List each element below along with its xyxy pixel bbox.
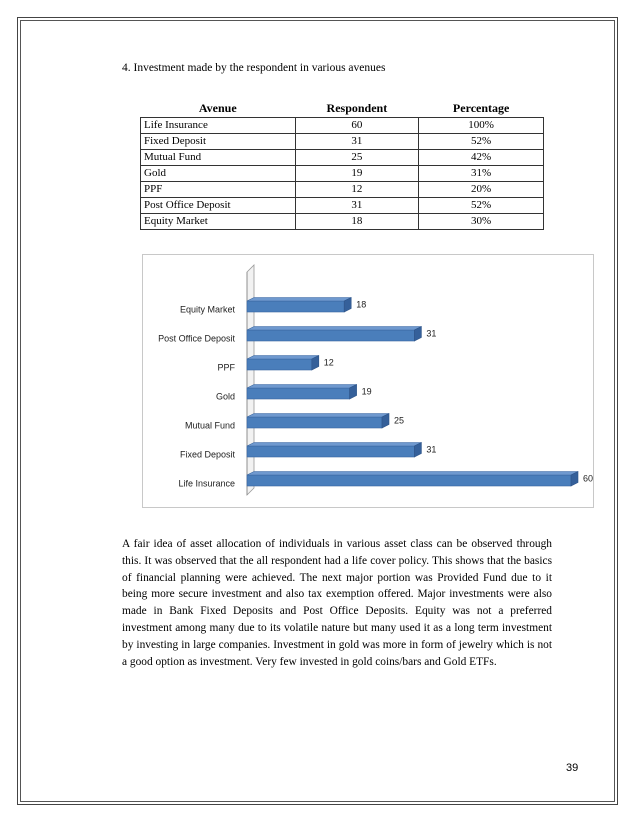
column-header-percentage: Percentage bbox=[452, 100, 510, 115]
bar-group bbox=[247, 327, 421, 342]
respondent-cell: 18 bbox=[295, 214, 419, 230]
bar-group bbox=[247, 298, 351, 313]
percentage-cell: 31% bbox=[419, 166, 544, 182]
percentage-cell: 52% bbox=[419, 198, 544, 214]
bar-value-label: 31 bbox=[426, 444, 437, 455]
analysis-paragraph: A fair idea of asset allocation of individuals in various asset class can be observed through this. It was observed that the all respondent had a life cover policy. This shows that the basics of financial planning were achieved. The next major portion was Provided Fund due to it being more secure investment and also tax exemption offered. Major investments were also made in Bank Fixed Deposits and Post Office Deposits. Equity was not a preferred investment among many due to its volatile nature but many used it as a long term investment by investing in large companies. Investment in gold was more in form of jewelry which is not a good option as investment. Very few invested in gold coins/bars and Gold ETFs. bbox=[122, 538, 552, 668]
category-label: Fixed Deposit bbox=[179, 449, 235, 460]
category-label: PPF bbox=[217, 362, 235, 373]
bar-top-face bbox=[247, 414, 389, 418]
bar-top-face bbox=[247, 298, 351, 302]
bar-top-face bbox=[247, 472, 578, 476]
bar-group bbox=[247, 414, 389, 429]
respondent-cell: 60 bbox=[295, 118, 419, 134]
avenue-cell: Gold bbox=[141, 166, 296, 182]
bar-value-label: 12 bbox=[323, 357, 334, 368]
respondent-cell: 31 bbox=[295, 134, 419, 150]
bar-top-face bbox=[247, 443, 421, 447]
bar-group bbox=[247, 356, 319, 371]
bar-group bbox=[247, 472, 578, 487]
bar-value-label: 19 bbox=[361, 386, 372, 397]
table-row bbox=[141, 214, 544, 230]
bar-top-face bbox=[247, 385, 357, 389]
avenue-cell: Fixed Deposit bbox=[141, 134, 296, 150]
avenue-cell: PPF bbox=[141, 182, 296, 198]
percentage-cell: 30% bbox=[419, 214, 544, 230]
table-row bbox=[141, 134, 544, 150]
respondent-cell: 19 bbox=[295, 166, 419, 182]
page-number: 39 bbox=[566, 762, 579, 774]
bar-value-label: 18 bbox=[356, 299, 367, 310]
bar bbox=[247, 475, 571, 486]
percentage-cell: 42% bbox=[419, 150, 544, 166]
bar bbox=[247, 301, 344, 312]
investment-table bbox=[140, 99, 544, 230]
table-row bbox=[141, 198, 544, 214]
category-label: Life Insurance bbox=[178, 478, 235, 489]
bar-top-face bbox=[247, 356, 319, 360]
category-label: Equity Market bbox=[179, 304, 235, 315]
bar-value-label: 31 bbox=[426, 328, 437, 339]
percentage-cell: 52% bbox=[419, 134, 544, 150]
bar-value-label: 25 bbox=[394, 415, 405, 426]
avenue-cell: Life Insurance bbox=[141, 118, 296, 134]
percentage-cell: 100% bbox=[419, 118, 544, 134]
category-label: Post Office Deposit bbox=[158, 333, 235, 344]
bar-chart bbox=[142, 254, 594, 508]
bar-chart-svg bbox=[143, 255, 593, 507]
bar-group bbox=[247, 443, 421, 458]
table-row bbox=[141, 118, 544, 134]
bar bbox=[247, 388, 350, 399]
avenue-cell: Post Office Deposit bbox=[141, 198, 296, 214]
category-label: Gold bbox=[215, 391, 235, 402]
bar bbox=[247, 359, 312, 370]
bar bbox=[247, 446, 414, 457]
bar-top-face bbox=[247, 327, 421, 331]
bar-group bbox=[247, 385, 357, 400]
section-heading: 4. Investment made by the respondent in various avenues bbox=[122, 62, 386, 74]
respondent-cell: 25 bbox=[295, 150, 419, 166]
table-row bbox=[141, 166, 544, 182]
column-header-avenue: Avenue bbox=[198, 100, 237, 115]
respondent-cell: 12 bbox=[295, 182, 419, 198]
column-header-respondent: Respondent bbox=[326, 100, 388, 115]
category-label: Mutual Fund bbox=[184, 420, 235, 431]
avenue-cell: Mutual Fund bbox=[141, 150, 296, 166]
bar-value-label: 60 bbox=[583, 473, 593, 484]
respondent-cell: 31 bbox=[295, 198, 419, 214]
table-row bbox=[141, 150, 544, 166]
bar bbox=[247, 417, 382, 428]
percentage-cell: 20% bbox=[419, 182, 544, 198]
bar bbox=[247, 330, 414, 341]
table-header-row bbox=[141, 99, 544, 118]
avenue-cell: Equity Market bbox=[141, 214, 296, 230]
table-row bbox=[141, 182, 544, 198]
